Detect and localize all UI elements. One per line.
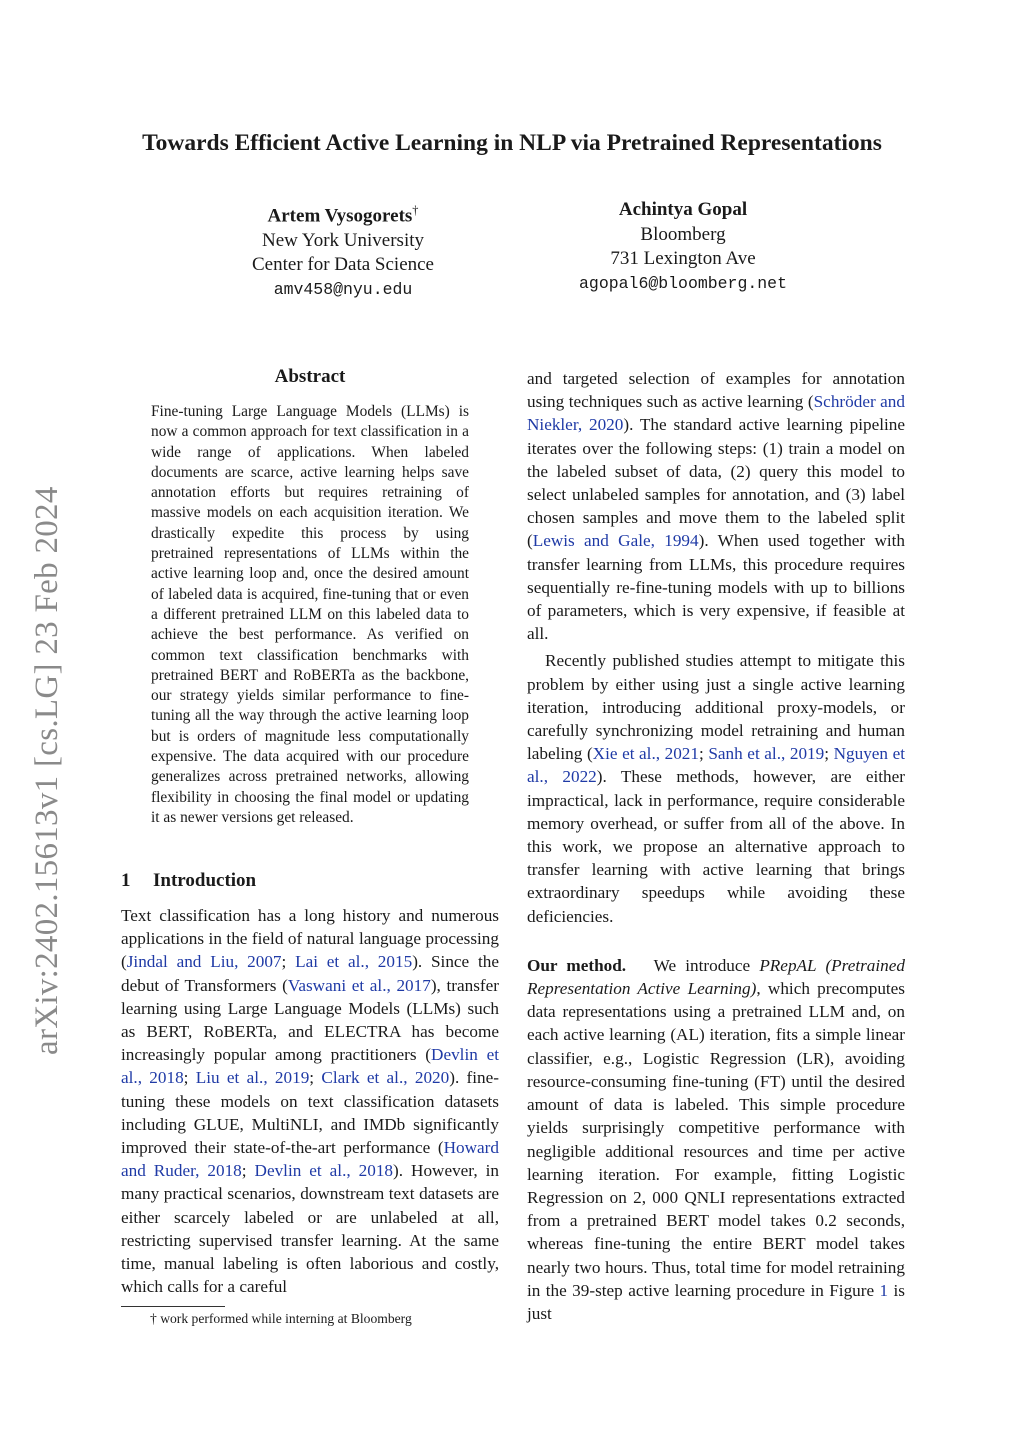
figure-reference-link[interactable]: 1 <box>879 1280 889 1300</box>
arxiv-identifier: arXiv:2402.15613v1 [cs.LG] 23 Feb 2024 <box>29 486 65 1055</box>
abstract-text: Fine-tuning Large Language Models (LLMs) is now a common approach for text classification in a wide range of applications. When labeled documents are scarce, active learning helps save annotation efforts but requires retraining of massive models on each acquisition iteration. We drastically expedite this process by using pretrained representations of LLMs within the active learning loop and, once the desired amount of labeled data is acquired, fine-tuning that or even a different pretrained LLM on this labeled data to achieve the best performance. As verified on common text classification benchmarks with pretrained BERT and RoBERTa as the backbone, our strategy yields similar performance to fine-tuning all the way through the active learning loop but is orders of magnitude less computationally expensive. The data acquired with our procedure generalizes across pretrained networks, allowing flexibility in choosing the final model or updating it as newer versions get released. <box>151 403 469 826</box>
paper-title: Towards Efficient Active Learning in NLP via Pretrained Representations <box>142 130 882 156</box>
author-affiliation: Center for Data Science <box>252 254 434 276</box>
citation-link[interactable]: Liu et al., 2019 <box>195 1068 310 1088</box>
author-affiliation: 731 Lexington Ave <box>610 248 756 269</box>
author-affiliation: Bloomberg <box>640 223 726 245</box>
citation-link[interactable]: Clark et al., 2020 <box>321 1068 450 1088</box>
author-email: amv458@nyu.edu <box>273 279 413 299</box>
author-block <box>220 198 466 302</box>
author-affiliation: New York University <box>261 229 425 251</box>
citation-link[interactable]: Devlin et al., 2018 <box>254 1161 394 1181</box>
body-paragraph: and targeted selection of examples for annotation using techniques such as active learning (Schröder and Niekler, 2020). The standard active learning pipeline iterates over the following steps: (1) train a model on the labeled subset of data, (2) query this model to select unlabeled samples for annotation, and (3) label chosen samples and move them to the labeled split (Lewis and Gale, 1994). When used together with transfer learning from LLMs, this procedure requires sequentially re-fine-tuning models with up to billions of parameters, which is very expensive, if feasible at all. <box>527 369 906 644</box>
author-name: Achintya Gopal <box>618 199 748 220</box>
footnote-divider <box>121 1306 225 1307</box>
citation-link[interactable]: Vaswani et al., 2017 <box>287 975 431 995</box>
abstract-heading: Abstract <box>274 366 346 387</box>
citation-link[interactable]: Nguyen et al., 2022 <box>527 744 906 787</box>
citation-link[interactable]: Xie et al., 2021 <box>592 744 699 764</box>
citation-link[interactable]: Jindal and Liu, 2007 <box>126 952 282 972</box>
footnote: † work performed while interning at Bloomberg <box>150 1311 412 1326</box>
citation-link[interactable]: Sanh et al., 2019 <box>708 744 825 764</box>
paragraph-heading: Our method. <box>527 955 627 975</box>
section-heading: 1 Introduction <box>121 870 257 891</box>
author-email: agopal6@bloomberg.net <box>579 273 787 293</box>
citation-link[interactable]: Howard and Ruder, 2018 <box>121 1138 499 1181</box>
citation-link[interactable]: Lai et al., 2015 <box>295 952 413 972</box>
citation-link[interactable]: Devlin et al., 2018 <box>121 1045 499 1088</box>
author-block <box>560 198 806 296</box>
body-paragraph: Recently published studies attempt to mitigate this problem by either using just a single active learning iteration, introducing additional proxy-models, or carefully synchronizing model retraining and human labeling (Xie et al., 2021; Sanh et al., 2019; Nguyen et al., 2022). These methods, however, are either impractical, lack in performance, require considerable memory overhead, or suffer from all of the above. In this work, we propose an alternative approach to transfer learning with active learning that brings extraordinary speedups while avoiding these deficiencies. <box>527 651 906 926</box>
method-paragraph: Our method. We introduce PRepAL (Pretrained Representation Active Learning), which precomputes data representations using a pretrained LLM and, on each active learning (AL) iteration, fits a simple linear classifier, e.g., Logistic Regression (LR), avoiding resource-consuming fine-tuning (FT) until the desired amount of data is labeled. This simple procedure yields surprisingly competitive performance with negligible additional resources and time per active learning iteration. For example, fitting Logistic Regression on 2, 000 QNLI representations extracted from a pretrained BERT model takes 0.2 seconds, whereas fine-tuning the entire BERT model takes nearly two hours. Thus, total time for model retraining in the 39-step active learning procedure in Figure 1 is just <box>527 955 906 1323</box>
author-name: Artem Vysogorets† <box>267 203 419 227</box>
citation-link[interactable]: Schröder and Niekler, 2020 <box>527 392 905 435</box>
citation-link[interactable]: Lewis and Gale, 1994 <box>532 531 699 551</box>
abstract-section <box>121 366 499 828</box>
right-column <box>527 367 905 1325</box>
introduction-section <box>121 870 499 1298</box>
intro-paragraph: Text classification has a long history and numerous applications in the field of natural language processing (Jindal and Liu, 2007; Lai et al., 2015). Since the debut of Transformers (Vaswani et al., 2017), transfer learning using Large Language Models (LLMs) such as BERT, RoBERTa, and ELECTRA has become increasingly popular among practitioners (Devlin et al., 2018; Liu et al., 2019; Clark et al., 2020). fine-tuning these models on text classification datasets including GLUE, MultiNLI, and IMDb significantly improved their state-of-the-art performance (Howard and Ruder, 2018; Devlin et al., 2018). However, in many practical scenarios, downstream text datasets are either scarcely labeled or are unlabeled at all, restricting supervised transfer learning. At the same time, manual labeling is often laborious and costly, which calls for a careful <box>121 906 499 1297</box>
